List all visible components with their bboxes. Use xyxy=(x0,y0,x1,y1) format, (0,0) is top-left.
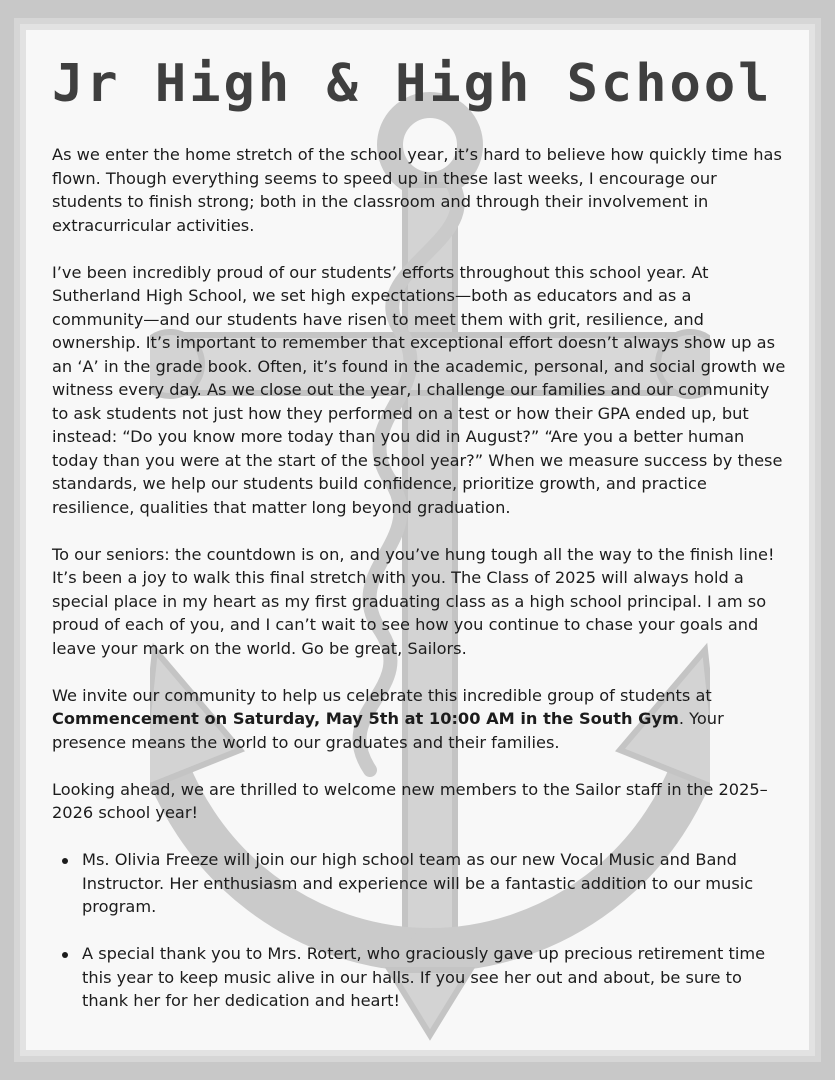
commencement-text-before: We invite our community to help us celebrate this incredible group of students at xyxy=(52,685,712,705)
list-item: Ms. Olivia Freeze will join our high school team as our new Vocal Music and Band Instructor. Her enthusiasm and experience will be a fantastic addition to our music program. xyxy=(52,848,787,919)
page-title: Jr High & High School xyxy=(52,54,773,114)
paragraph-intro: As we enter the home stretch of the school year, it’s hard to believe how quickly time has flown. Though everything seems to speed up in these last weeks, I encourage our students to finish strong; both in the classroom and through their involvement in extracurricular activities. xyxy=(52,145,782,235)
list-item: A special thank you to Mrs. Rotert, who graciously gave up precious retirement time this year to keep music alive in our halls. If you see her out and about, be sure to thank her for her dedication and heart! xyxy=(52,942,787,1013)
letter-body xyxy=(52,143,787,1036)
paragraph-staff-intro: Looking ahead, we are thrilled to welcome new members to the Sailor staff in the 2025–2026 school year! xyxy=(52,779,768,822)
paragraph-proud: I’ve been incredibly proud of our students’ efforts throughout this school year. At Sutherland High School, we set high expectations—both as educators and as a community—and our students have risen to meet them with grit, resilience, and ownership. It’s important to remember that exceptional effort doesn’t always show up as an ‘A’ in the grade book. Often, it’s found in the academic, personal, and social growth we witness every day. As we close out the year, I challenge our families and our community to ask students not just how they performed on a test or how their GPA ended up, but instead: “Do you know more today than you did in August?” “Are you a better human today than you were at the start of the school year?” When we measure success by these standards, we help our students build confidence, prioritize growth, and practice resilience, qualities that matter long beyond graduation. xyxy=(52,262,786,517)
commencement-text-after: . Your presence means the world to our graduates and their families. xyxy=(52,709,724,752)
paragraph-seniors: To our seniors: the countdown is on, and you’ve hung tough all the way to the finish line! It’s been a joy to walk this final stretch with you. The Class of 2025 will always hold a special place in my heart as my first graduating class as a high school principal. I am so proud of each of you, and I can’t wait to see how you continue to chase your goals and leave your mark on the world. Go be great, Sailors. xyxy=(52,544,775,658)
paragraph-commencement xyxy=(52,684,787,755)
staff-list xyxy=(52,848,787,1013)
commencement-details: Commencement on Saturday, May 5th at 10:00 AM in the South Gym xyxy=(52,709,679,728)
